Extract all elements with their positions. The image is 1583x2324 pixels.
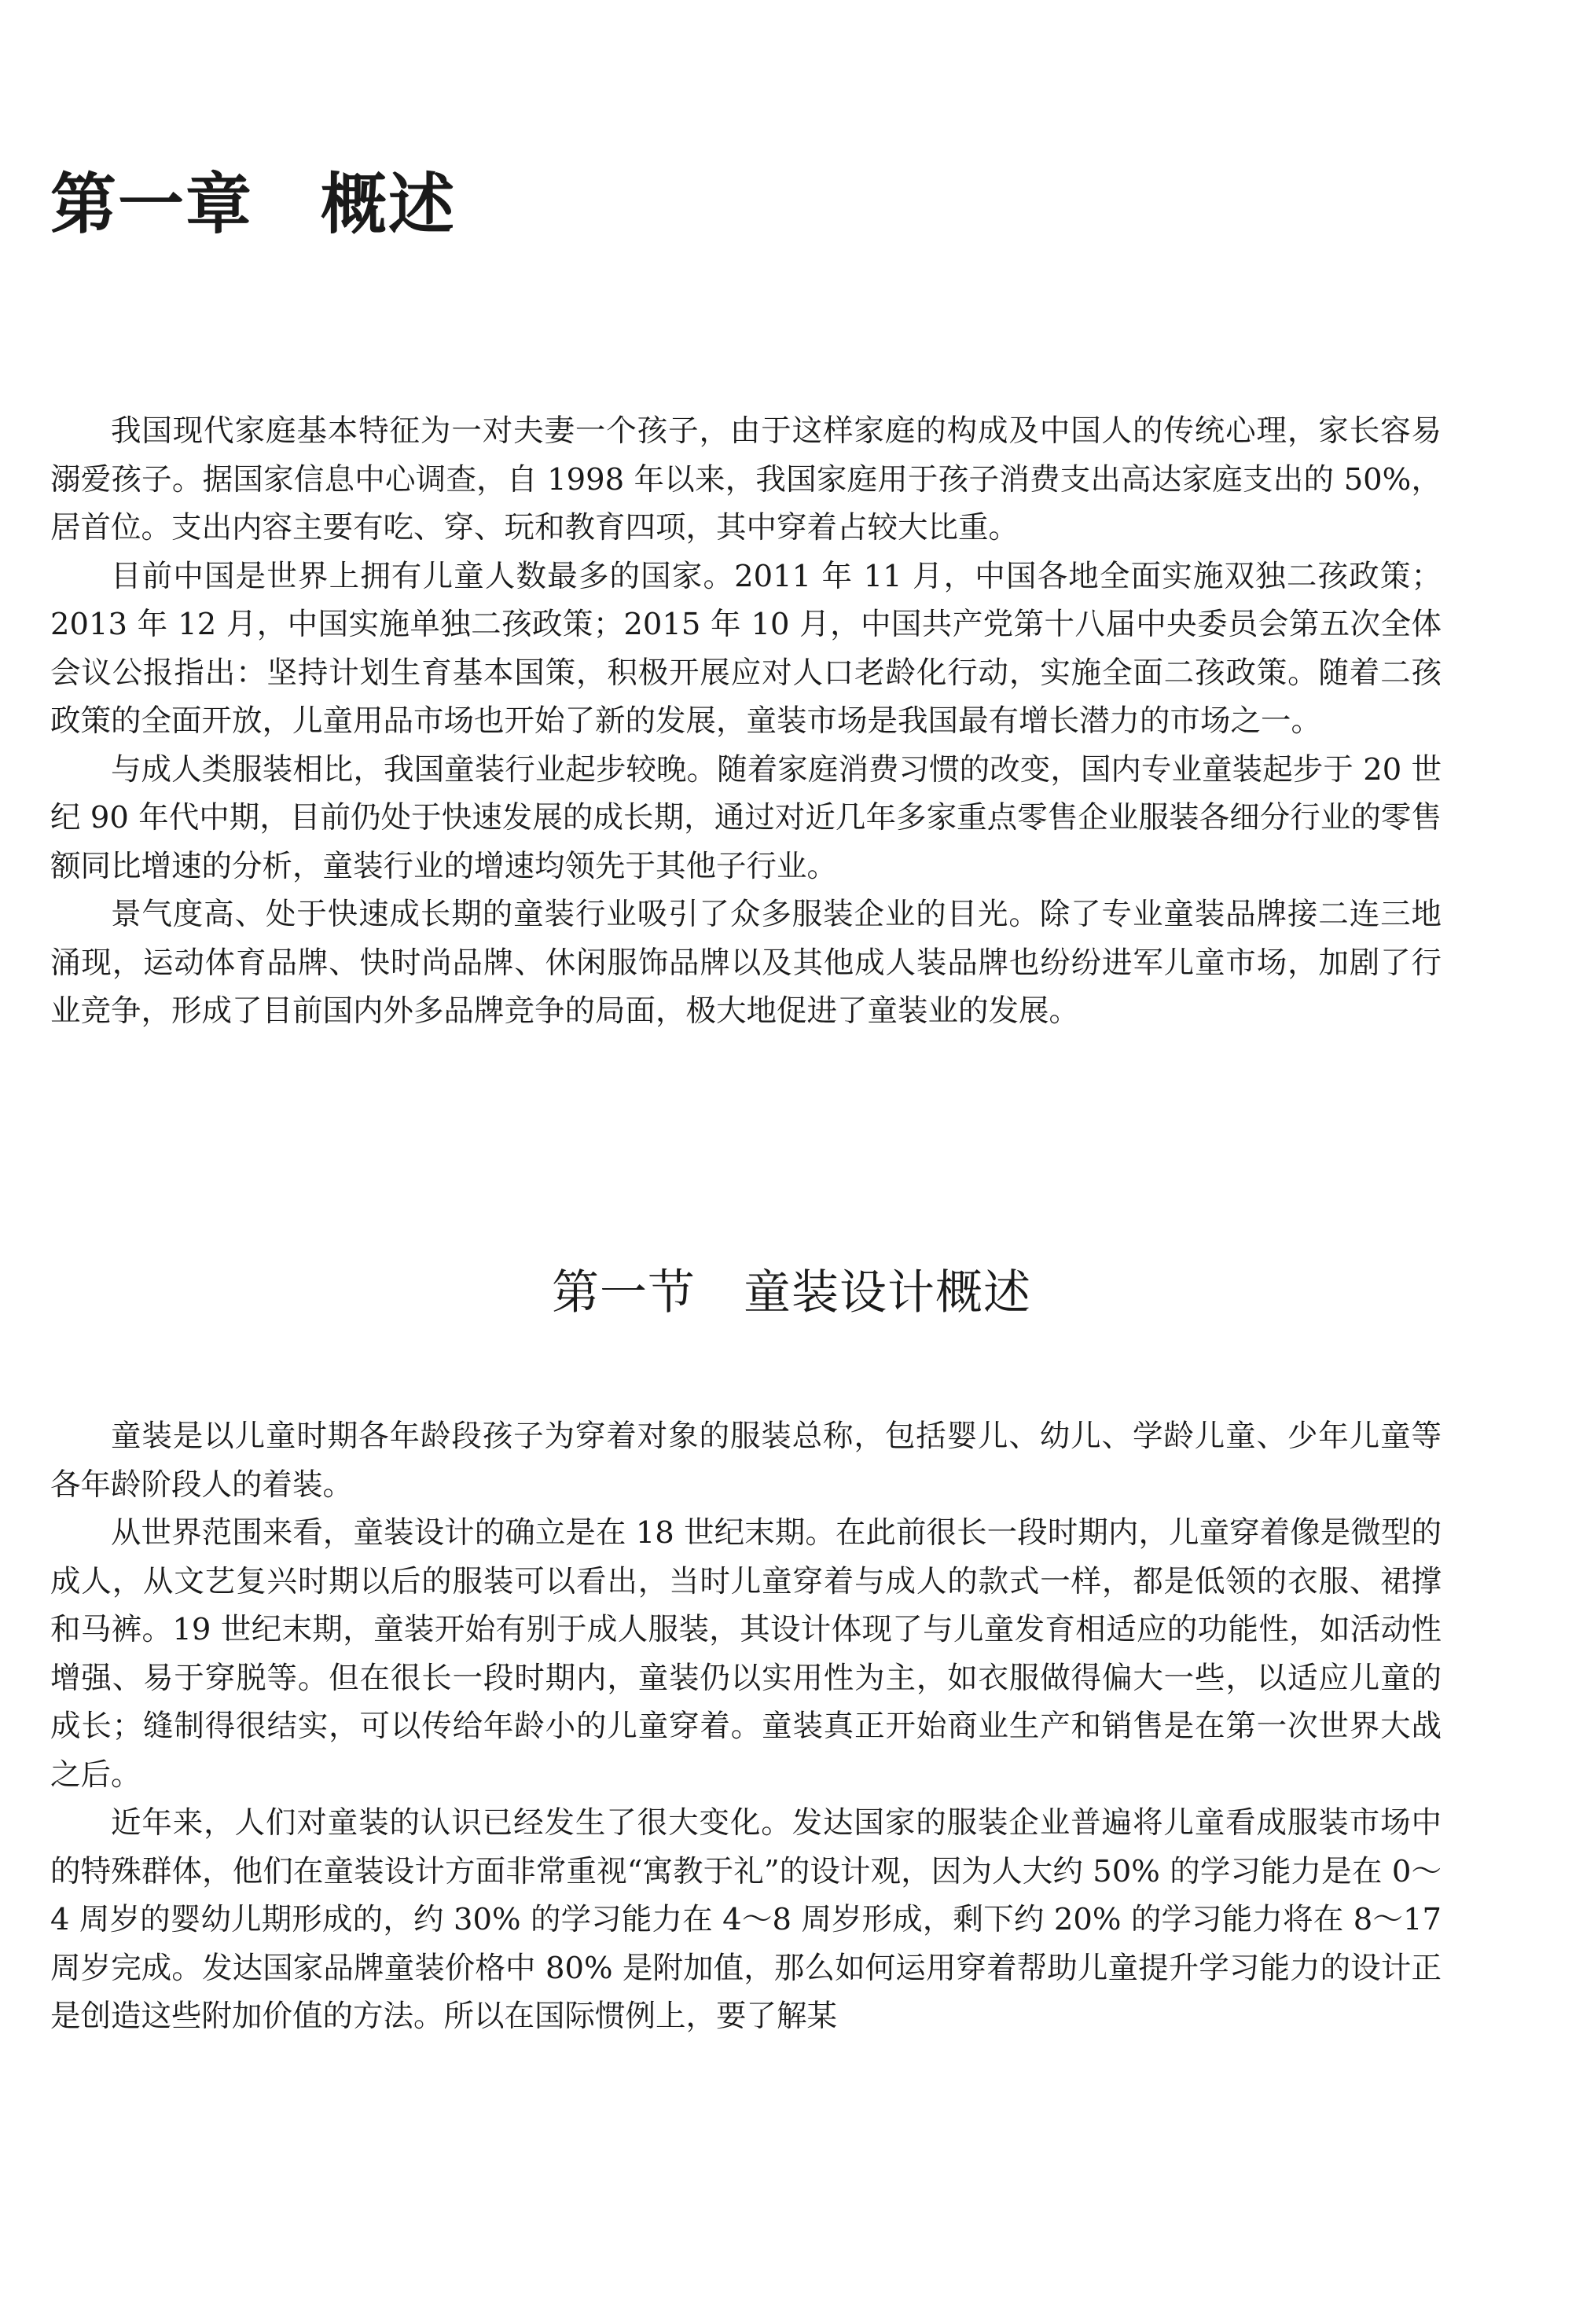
- paragraph: 童装是以儿童时期各年龄段孩子为穿着对象的服装总称，包括婴儿、幼儿、学龄儿童、少年儿童等各年龄阶段人的着装。: [50, 1419, 1442, 1503]
- paragraph: 与成人类服装相比，我国童装行业起步较晚。随着家庭消费习惯的改变，国内专业童装起步于 20 世纪 90 年代中期，目前仍处于快速发展的成长期，通过对近几年多家重点零售企业服装各细分行业的零售额同比增速的分析，童装行业的增速均领先于其他子行业。: [50, 751, 1442, 884]
- chapter-title: 第一章 概述: [50, 165, 457, 243]
- paragraph: 目前中国是世界上拥有儿童人数最多的国家。2011 年 11 月，中国各地全面实施双独二孩政策；2013 年 12 月，中国实施单独二孩政策；2015 年 10 月，中国共产党第十八届中央委员会第五次全体会议公报指出：坚持计划生育基本国策，积极开展应对人口老龄化行动，实施全面二孩政策。随着二孩政策的全面开放，儿童用品市场也开始了新的发展，童装市场是我国最有增长潜力的市场之一。: [50, 558, 1442, 739]
- paragraph: 我国现代家庭基本特征为一对夫妻一个孩子，由于这样家庭的构成及中国人的传统心理，家长容易溺爱孩子。据国家信息中心调查，自 1998 年以来，我国家庭用于孩子消费支出高达家庭支出的 50%，居首位。支出内容主要有吃、穿、玩和教育四项，其中穿着占较大比重。: [50, 413, 1442, 545]
- paragraph: 从世界范围来看，童装设计的确立是在 18 世纪末期。在此前很长一段时期内，儿童穿着像是微型的成人，从文艺复兴时期以后的服装可以看出，当时儿童穿着与成人的款式一样，都是低领的衣服、裙撑和马裤。19 世纪末期，童装开始有别于成人服装，其设计体现了与儿童发育相适应的功能性，如活动性增强、易于穿脱等。但在很长一段时期内，童装仍以实用性为主，如衣服做得偏大一些，以适应儿童的成长；缝制得很结实，可以传给年龄小的儿童穿着。童装真正开始商业生产和销售是在第一次世界大战之后。: [50, 1515, 1442, 1793]
- paragraph: 近年来，人们对童装的认识已经发生了很大变化。发达国家的服装企业普遍将儿童看成服装市场中的特殊群体，他们在童装设计方面非常重视“寓教于礼”的设计观，因为人大约 50% 的学习能力是在 0～4 周岁的婴幼儿期形成的，约 30% 的学习能力在 4～8 周岁形成，剩下约 20% 的学习能力将在 8～17 周岁完成。发达国家品牌童装价格中 80% 是附加值，那么如何运用穿着帮助儿童提升学习能力的设计正是创造这些附加价值的方法。所以在国际惯例上，要了解某: [50, 1805, 1442, 2034]
- paragraph: 景气度高、处于快速成长期的童装行业吸引了众多服装企业的目光。除了专业童装品牌接二连三地涌现，运动体育品牌、快时尚品牌、休闲服饰品牌以及其他成人装品牌也纷纷进军儿童市场，加剧了行业竞争，形成了目前国内外多品牌竞争的局面，极大地促进了童装业的发展。: [50, 897, 1442, 1029]
- section-title: 第一节 童装设计概述: [552, 1265, 1031, 1320]
- section-body-text: [50, 1412, 1442, 2041]
- chapter-intro-text: [50, 407, 1442, 1036]
